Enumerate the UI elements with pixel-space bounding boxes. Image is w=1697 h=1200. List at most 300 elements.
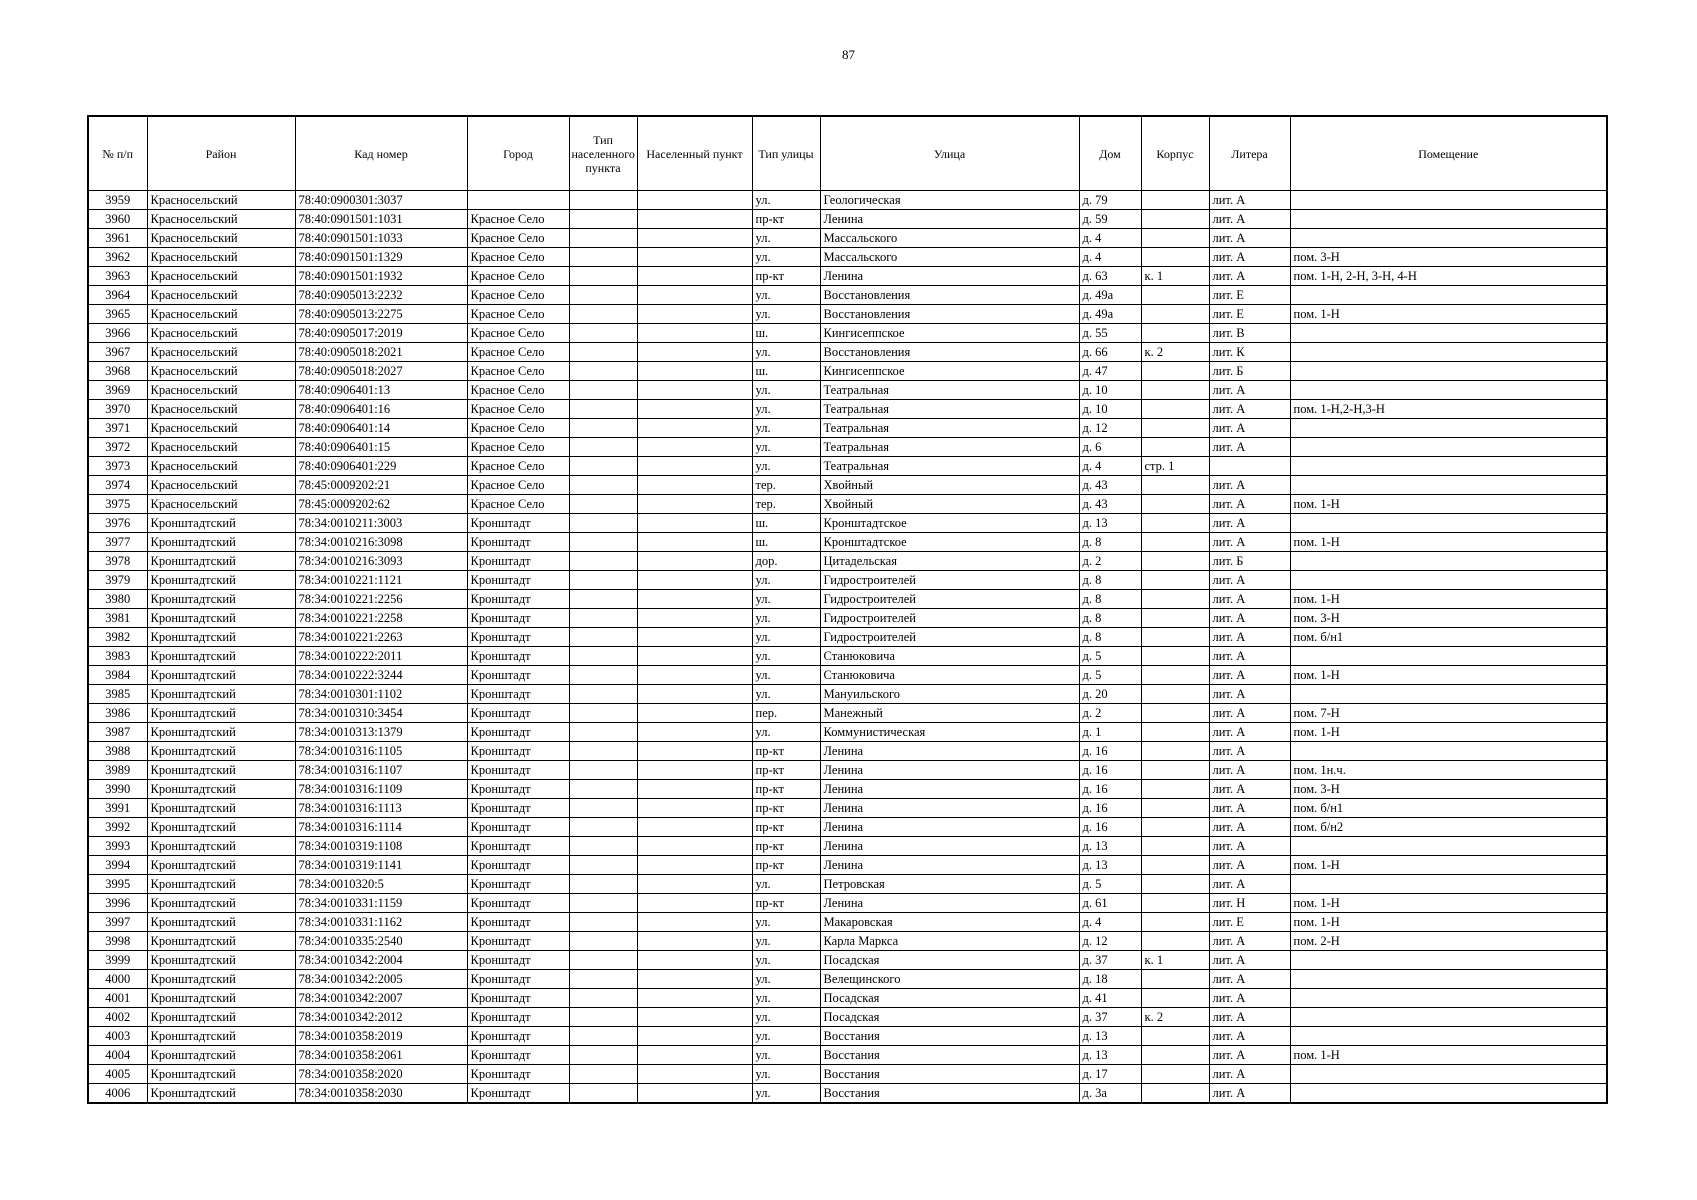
cell-district: Кронштадтский bbox=[147, 685, 295, 704]
cell-street: Театральная bbox=[820, 419, 1079, 438]
cell-street-type: пр-кт bbox=[752, 856, 820, 875]
table-row bbox=[88, 647, 1607, 666]
cell-house: д. 8 bbox=[1079, 628, 1141, 647]
cell-settlement-type bbox=[569, 780, 637, 799]
cell-house: д. 4 bbox=[1079, 248, 1141, 267]
cell-district: Кронштадтский bbox=[147, 932, 295, 951]
cell-city: Красное Село bbox=[467, 286, 569, 305]
cell-letter: лит. А bbox=[1209, 533, 1290, 552]
cell-settlement-type bbox=[569, 476, 637, 495]
cell-building bbox=[1141, 837, 1209, 856]
cell-premises bbox=[1290, 229, 1607, 248]
cell-number: 3982 bbox=[88, 628, 147, 647]
cell-street-type: дор. bbox=[752, 552, 820, 571]
cell-settlement-type bbox=[569, 343, 637, 362]
table-row bbox=[88, 685, 1607, 704]
cell-number: 3988 bbox=[88, 742, 147, 761]
cell-settlement-type bbox=[569, 381, 637, 400]
cell-street-type: ул. bbox=[752, 1046, 820, 1065]
cell-street-type: пр-кт bbox=[752, 799, 820, 818]
cell-building bbox=[1141, 476, 1209, 495]
cell-district: Кронштадтский bbox=[147, 628, 295, 647]
cell-street: Ленина bbox=[820, 742, 1079, 761]
cell-number: 4001 bbox=[88, 989, 147, 1008]
cell-house: д. 8 bbox=[1079, 609, 1141, 628]
cell-street-type: ул. bbox=[752, 1084, 820, 1104]
cell-city: Кронштадт bbox=[467, 704, 569, 723]
cell-street-type: ш. bbox=[752, 514, 820, 533]
cell-house: д. 41 bbox=[1079, 989, 1141, 1008]
cell-cadastral-number: 78:34:0010319:1108 bbox=[295, 837, 467, 856]
cell-settlement bbox=[637, 552, 752, 571]
cell-number: 3979 bbox=[88, 571, 147, 590]
cell-cadastral-number: 78:40:0905018:2021 bbox=[295, 343, 467, 362]
cell-number: 4006 bbox=[88, 1084, 147, 1104]
cell-house: д. 13 bbox=[1079, 1027, 1141, 1046]
cell-settlement bbox=[637, 970, 752, 989]
cell-street: Гидростроителей bbox=[820, 571, 1079, 590]
table-row bbox=[88, 932, 1607, 951]
cell-premises bbox=[1290, 970, 1607, 989]
cell-settlement bbox=[637, 818, 752, 837]
cell-number: 3971 bbox=[88, 419, 147, 438]
cell-city: Кронштадт bbox=[467, 685, 569, 704]
cell-street: Кингисеппское bbox=[820, 362, 1079, 381]
cell-settlement-type bbox=[569, 267, 637, 286]
cell-district: Красносельский bbox=[147, 229, 295, 248]
cell-settlement-type bbox=[569, 571, 637, 590]
cell-premises: пом. б/н1 bbox=[1290, 799, 1607, 818]
cell-settlement-type bbox=[569, 457, 637, 476]
cell-building bbox=[1141, 723, 1209, 742]
cell-letter: лит. А bbox=[1209, 1084, 1290, 1104]
cell-building bbox=[1141, 571, 1209, 590]
table-row bbox=[88, 362, 1607, 381]
cell-street: Театральная bbox=[820, 438, 1079, 457]
cell-street: Кронштадтское bbox=[820, 514, 1079, 533]
cell-city: Красное Село bbox=[467, 324, 569, 343]
cell-settlement-type bbox=[569, 210, 637, 229]
cell-district: Кронштадтский bbox=[147, 818, 295, 837]
cell-premises bbox=[1290, 951, 1607, 970]
cell-cadastral-number: 78:34:0010358:2019 bbox=[295, 1027, 467, 1046]
cell-premises bbox=[1290, 324, 1607, 343]
cell-district: Кронштадтский bbox=[147, 533, 295, 552]
cell-house: д. 8 bbox=[1079, 571, 1141, 590]
cell-building bbox=[1141, 818, 1209, 837]
cell-street-type: ул. bbox=[752, 989, 820, 1008]
cell-house: д. 6 bbox=[1079, 438, 1141, 457]
cell-street: Театральная bbox=[820, 400, 1079, 419]
cell-cadastral-number: 78:45:0009202:62 bbox=[295, 495, 467, 514]
table-row bbox=[88, 552, 1607, 571]
cell-letter: лит. А bbox=[1209, 666, 1290, 685]
cell-house: д. 5 bbox=[1079, 875, 1141, 894]
cell-number: 3984 bbox=[88, 666, 147, 685]
cell-house: д. 2 bbox=[1079, 552, 1141, 571]
cell-district: Кронштадтский bbox=[147, 799, 295, 818]
cell-house: д. 49а bbox=[1079, 286, 1141, 305]
cell-street-type: ул. bbox=[752, 951, 820, 970]
cell-settlement-type bbox=[569, 970, 637, 989]
cell-cadastral-number: 78:34:0010221:2258 bbox=[295, 609, 467, 628]
cell-number: 3959 bbox=[88, 191, 147, 210]
cell-street: Ленина bbox=[820, 837, 1079, 856]
cell-building bbox=[1141, 1027, 1209, 1046]
cell-street: Мануильского bbox=[820, 685, 1079, 704]
cell-settlement bbox=[637, 210, 752, 229]
cell-street-type: пр-кт bbox=[752, 837, 820, 856]
cell-cadastral-number: 78:34:0010211:3003 bbox=[295, 514, 467, 533]
cell-house: д. 18 bbox=[1079, 970, 1141, 989]
cell-building bbox=[1141, 913, 1209, 932]
table-row bbox=[88, 970, 1607, 989]
cell-street-type: ул. bbox=[752, 248, 820, 267]
cell-settlement bbox=[637, 856, 752, 875]
cell-cadastral-number: 78:34:0010221:1121 bbox=[295, 571, 467, 590]
cell-street: Гидростроителей bbox=[820, 628, 1079, 647]
cell-building bbox=[1141, 248, 1209, 267]
cell-cadastral-number: 78:34:0010358:2020 bbox=[295, 1065, 467, 1084]
cell-number: 3985 bbox=[88, 685, 147, 704]
cell-cadastral-number: 78:34:0010216:3093 bbox=[295, 552, 467, 571]
cell-house: д. 5 bbox=[1079, 647, 1141, 666]
cell-settlement-type bbox=[569, 362, 637, 381]
header-cell-district: Район bbox=[147, 116, 295, 191]
cell-district: Кронштадтский bbox=[147, 1008, 295, 1027]
table-row bbox=[88, 989, 1607, 1008]
table-row bbox=[88, 951, 1607, 970]
cell-district: Кронштадтский bbox=[147, 989, 295, 1008]
cell-letter: лит. Е bbox=[1209, 913, 1290, 932]
cell-settlement bbox=[637, 381, 752, 400]
cell-premises: пом. 1-Н bbox=[1290, 305, 1607, 324]
cell-street: Ленина bbox=[820, 780, 1079, 799]
cell-cadastral-number: 78:34:0010221:2256 bbox=[295, 590, 467, 609]
cell-street-type: ул. bbox=[752, 457, 820, 476]
cell-building bbox=[1141, 381, 1209, 400]
cell-street-type: ул. bbox=[752, 1027, 820, 1046]
cell-district: Кронштадтский bbox=[147, 609, 295, 628]
cell-premises: пом. 1-Н bbox=[1290, 913, 1607, 932]
table-row bbox=[88, 913, 1607, 932]
cell-cadastral-number: 78:40:0906401:13 bbox=[295, 381, 467, 400]
cell-settlement bbox=[637, 495, 752, 514]
table-row bbox=[88, 837, 1607, 856]
cell-street: Восстановления bbox=[820, 286, 1079, 305]
cell-street: Театральная bbox=[820, 381, 1079, 400]
cell-house: д. 49а bbox=[1079, 305, 1141, 324]
cell-city: Кронштадт bbox=[467, 1008, 569, 1027]
table-row bbox=[88, 1065, 1607, 1084]
cell-letter: лит. А bbox=[1209, 780, 1290, 799]
cell-number: 3961 bbox=[88, 229, 147, 248]
cell-number: 3994 bbox=[88, 856, 147, 875]
property-registry-table bbox=[87, 115, 1608, 1104]
table-row bbox=[88, 628, 1607, 647]
cell-building bbox=[1141, 685, 1209, 704]
cell-city bbox=[467, 191, 569, 210]
cell-cadastral-number: 78:40:0905013:2232 bbox=[295, 286, 467, 305]
cell-cadastral-number: 78:34:0010358:2030 bbox=[295, 1084, 467, 1104]
cell-city: Кронштадт bbox=[467, 590, 569, 609]
cell-premises: пом. 1-Н,2-Н,3-Н bbox=[1290, 400, 1607, 419]
cell-building bbox=[1141, 1046, 1209, 1065]
cell-letter: лит. А bbox=[1209, 932, 1290, 951]
cell-premises bbox=[1290, 343, 1607, 362]
cell-building bbox=[1141, 761, 1209, 780]
cell-house: д. 61 bbox=[1079, 894, 1141, 913]
cell-letter: лит. А bbox=[1209, 951, 1290, 970]
cell-cadastral-number: 78:40:0905017:2019 bbox=[295, 324, 467, 343]
cell-city: Кронштадт bbox=[467, 780, 569, 799]
cell-district: Красносельский bbox=[147, 343, 295, 362]
cell-building bbox=[1141, 324, 1209, 343]
cell-city: Кронштадт bbox=[467, 1027, 569, 1046]
cell-street: Велещинского bbox=[820, 970, 1079, 989]
cell-district: Красносельский bbox=[147, 476, 295, 495]
cell-number: 4004 bbox=[88, 1046, 147, 1065]
cell-number: 3993 bbox=[88, 837, 147, 856]
cell-number: 3996 bbox=[88, 894, 147, 913]
cell-building bbox=[1141, 210, 1209, 229]
cell-city: Красное Село bbox=[467, 210, 569, 229]
cell-street-type: ш. bbox=[752, 362, 820, 381]
cell-premises: пом. б/н2 bbox=[1290, 818, 1607, 837]
cell-house: д. 10 bbox=[1079, 381, 1141, 400]
cell-settlement bbox=[637, 419, 752, 438]
cell-letter: лит. А bbox=[1209, 761, 1290, 780]
cell-street: Восстания bbox=[820, 1065, 1079, 1084]
cell-district: Кронштадтский bbox=[147, 1027, 295, 1046]
cell-cadastral-number: 78:34:0010221:2263 bbox=[295, 628, 467, 647]
cell-premises bbox=[1290, 1008, 1607, 1027]
cell-number: 3990 bbox=[88, 780, 147, 799]
cell-street-type: ул. bbox=[752, 400, 820, 419]
cell-city: Кронштадт bbox=[467, 970, 569, 989]
cell-settlement bbox=[637, 704, 752, 723]
cell-building bbox=[1141, 647, 1209, 666]
table-row bbox=[88, 1084, 1607, 1104]
cell-house: д. 16 bbox=[1079, 742, 1141, 761]
cell-letter: лит. А bbox=[1209, 381, 1290, 400]
cell-settlement-type bbox=[569, 533, 637, 552]
cell-street-type: пр-кт bbox=[752, 267, 820, 286]
cell-house: д. 8 bbox=[1079, 590, 1141, 609]
cell-cadastral-number: 78:34:0010222:3244 bbox=[295, 666, 467, 685]
cell-house: д. 16 bbox=[1079, 799, 1141, 818]
cell-settlement-type bbox=[569, 552, 637, 571]
cell-city: Кронштадт bbox=[467, 533, 569, 552]
cell-settlement bbox=[637, 1065, 752, 1084]
header-cell-house: Дом bbox=[1079, 116, 1141, 191]
table-row bbox=[88, 324, 1607, 343]
cell-building bbox=[1141, 590, 1209, 609]
cell-settlement-type bbox=[569, 628, 637, 647]
cell-settlement-type bbox=[569, 419, 637, 438]
cell-number: 4005 bbox=[88, 1065, 147, 1084]
table-header-row bbox=[88, 116, 1607, 191]
cell-house: д. 4 bbox=[1079, 457, 1141, 476]
cell-number: 3997 bbox=[88, 913, 147, 932]
cell-number: 3970 bbox=[88, 400, 147, 419]
cell-building bbox=[1141, 286, 1209, 305]
cell-city: Красное Село bbox=[467, 457, 569, 476]
cell-street-type: пр-кт bbox=[752, 210, 820, 229]
cell-building bbox=[1141, 780, 1209, 799]
table-row bbox=[88, 742, 1607, 761]
cell-letter: лит. А bbox=[1209, 875, 1290, 894]
cell-settlement bbox=[637, 951, 752, 970]
cell-settlement-type bbox=[569, 438, 637, 457]
cell-settlement bbox=[637, 324, 752, 343]
cell-city: Красное Село bbox=[467, 381, 569, 400]
cell-number: 3972 bbox=[88, 438, 147, 457]
cell-settlement bbox=[637, 343, 752, 362]
cell-city: Красное Село bbox=[467, 419, 569, 438]
cell-cadastral-number: 78:34:0010301:1102 bbox=[295, 685, 467, 704]
page-number: 87 bbox=[842, 47, 855, 62]
table-row bbox=[88, 400, 1607, 419]
cell-letter: лит. А bbox=[1209, 742, 1290, 761]
cell-settlement-type bbox=[569, 609, 637, 628]
cell-cadastral-number: 78:40:0906401:14 bbox=[295, 419, 467, 438]
cell-cadastral-number: 78:34:0010342:2005 bbox=[295, 970, 467, 989]
cell-settlement-type bbox=[569, 305, 637, 324]
cell-house: д. 55 bbox=[1079, 324, 1141, 343]
cell-settlement bbox=[637, 590, 752, 609]
cell-street: Восстания bbox=[820, 1027, 1079, 1046]
cell-number: 3975 bbox=[88, 495, 147, 514]
cell-settlement bbox=[637, 438, 752, 457]
cell-street-type: ул. bbox=[752, 685, 820, 704]
cell-house: д. 59 bbox=[1079, 210, 1141, 229]
cell-district: Красносельский bbox=[147, 381, 295, 400]
cell-street: Хвойный bbox=[820, 495, 1079, 514]
cell-settlement-type bbox=[569, 723, 637, 742]
cell-cadastral-number: 78:34:0010310:3454 bbox=[295, 704, 467, 723]
cell-number: 3980 bbox=[88, 590, 147, 609]
cell-city: Кронштадт bbox=[467, 1084, 569, 1104]
cell-district: Красносельский bbox=[147, 305, 295, 324]
cell-settlement-type bbox=[569, 761, 637, 780]
cell-settlement bbox=[637, 989, 752, 1008]
cell-settlement bbox=[637, 609, 752, 628]
cell-city: Красное Село bbox=[467, 248, 569, 267]
cell-premises: пом. 1-Н bbox=[1290, 590, 1607, 609]
cell-house: д. 13 bbox=[1079, 514, 1141, 533]
cell-district: Кронштадтский bbox=[147, 742, 295, 761]
table-row bbox=[88, 476, 1607, 495]
table-row bbox=[88, 704, 1607, 723]
cell-district: Кронштадтский bbox=[147, 514, 295, 533]
table-row bbox=[88, 381, 1607, 400]
cell-district: Кронштадтский bbox=[147, 761, 295, 780]
cell-street-type: ул. bbox=[752, 571, 820, 590]
cell-house: д. 4 bbox=[1079, 913, 1141, 932]
cell-settlement-type bbox=[569, 590, 637, 609]
cell-premises: пом. 3-Н bbox=[1290, 248, 1607, 267]
cell-number: 4000 bbox=[88, 970, 147, 989]
cell-district: Красносельский bbox=[147, 457, 295, 476]
cell-cadastral-number: 78:34:0010313:1379 bbox=[295, 723, 467, 742]
cell-letter: лит. А bbox=[1209, 685, 1290, 704]
cell-cadastral-number: 78:34:0010316:1109 bbox=[295, 780, 467, 799]
cell-cadastral-number: 78:40:0906401:15 bbox=[295, 438, 467, 457]
header-cell-street-type: Тип улицы bbox=[752, 116, 820, 191]
cell-street: Манежный bbox=[820, 704, 1079, 723]
cell-cadastral-number: 78:34:0010335:2540 bbox=[295, 932, 467, 951]
cell-number: 3968 bbox=[88, 362, 147, 381]
header-cell-settlement: Населенный пункт bbox=[637, 116, 752, 191]
cell-city: Кронштадт bbox=[467, 514, 569, 533]
cell-city: Кронштадт bbox=[467, 989, 569, 1008]
cell-premises bbox=[1290, 989, 1607, 1008]
cell-street: Ленина bbox=[820, 818, 1079, 837]
cell-building bbox=[1141, 799, 1209, 818]
cell-district: Красносельский bbox=[147, 419, 295, 438]
cell-settlement-type bbox=[569, 742, 637, 761]
cell-number: 3998 bbox=[88, 932, 147, 951]
cell-street-type: пр-кт bbox=[752, 894, 820, 913]
cell-city: Кронштадт bbox=[467, 894, 569, 913]
cell-district: Кронштадтский bbox=[147, 590, 295, 609]
cell-settlement bbox=[637, 913, 752, 932]
cell-building bbox=[1141, 533, 1209, 552]
cell-letter: лит. А bbox=[1209, 723, 1290, 742]
cell-house: д. 1 bbox=[1079, 723, 1141, 742]
cell-building: к. 2 bbox=[1141, 343, 1209, 362]
cell-premises bbox=[1290, 381, 1607, 400]
cell-city: Кронштадт bbox=[467, 723, 569, 742]
cell-settlement-type bbox=[569, 248, 637, 267]
cell-settlement bbox=[637, 1008, 752, 1027]
cell-number: 4003 bbox=[88, 1027, 147, 1046]
table-row bbox=[88, 780, 1607, 799]
cell-number: 3963 bbox=[88, 267, 147, 286]
cell-house: д. 12 bbox=[1079, 932, 1141, 951]
cell-letter: лит. А bbox=[1209, 210, 1290, 229]
cell-letter: лит. В bbox=[1209, 324, 1290, 343]
cell-street-type: ул. bbox=[752, 381, 820, 400]
cell-street: Кронштадтское bbox=[820, 533, 1079, 552]
cell-cadastral-number: 78:34:0010216:3098 bbox=[295, 533, 467, 552]
cell-city: Кронштадт bbox=[467, 837, 569, 856]
cell-number: 3978 bbox=[88, 552, 147, 571]
cell-settlement-type bbox=[569, 1084, 637, 1104]
cell-street-type: ш. bbox=[752, 533, 820, 552]
cell-street: Ленина bbox=[820, 761, 1079, 780]
cell-premises bbox=[1290, 438, 1607, 457]
cell-letter: лит. А bbox=[1209, 704, 1290, 723]
header-cell-cadastral-number: Кад номер bbox=[295, 116, 467, 191]
cell-city: Красное Село bbox=[467, 305, 569, 324]
cell-building: стр. 1 bbox=[1141, 457, 1209, 476]
cell-settlement bbox=[637, 761, 752, 780]
cell-settlement-type bbox=[569, 685, 637, 704]
cell-building bbox=[1141, 989, 1209, 1008]
table-row bbox=[88, 723, 1607, 742]
cell-district: Красносельский bbox=[147, 248, 295, 267]
cell-number: 3969 bbox=[88, 381, 147, 400]
cell-street: Ленина bbox=[820, 856, 1079, 875]
cell-city: Кронштадт bbox=[467, 875, 569, 894]
cell-city: Кронштадт bbox=[467, 913, 569, 932]
cell-premises bbox=[1290, 685, 1607, 704]
table-row bbox=[88, 571, 1607, 590]
cell-premises bbox=[1290, 875, 1607, 894]
cell-number: 3977 bbox=[88, 533, 147, 552]
